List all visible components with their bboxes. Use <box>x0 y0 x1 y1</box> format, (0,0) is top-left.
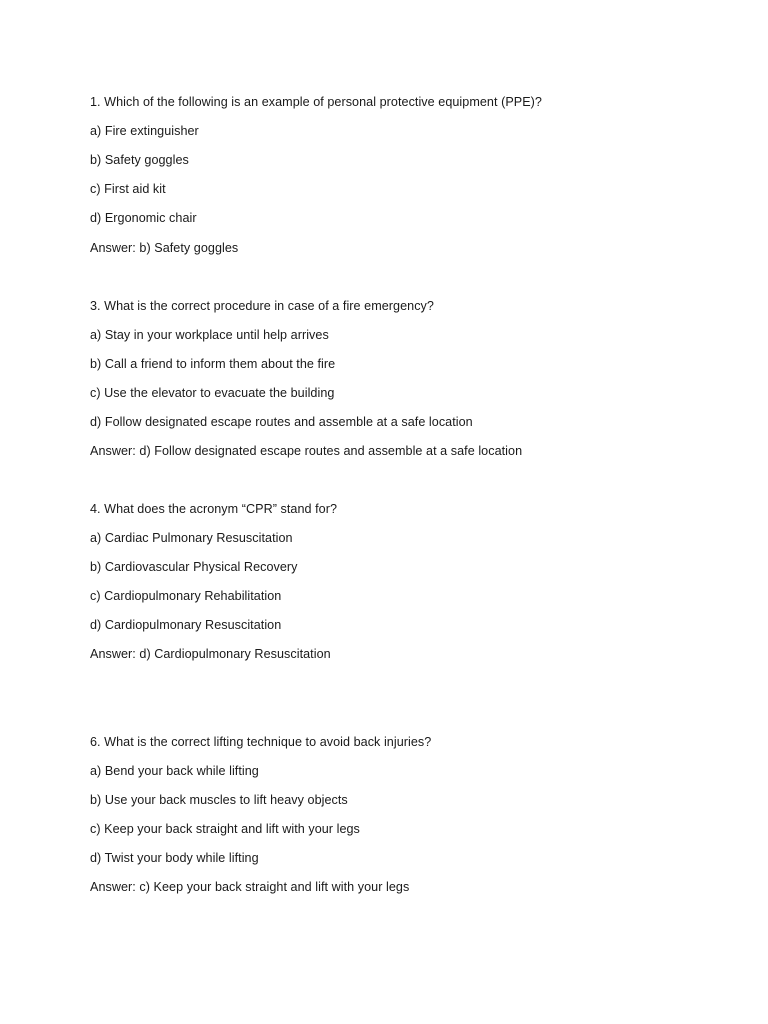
option-c: c) Keep your back straight and lift with your legs <box>90 822 360 836</box>
option-a: a) Fire extinguisher <box>90 124 199 138</box>
answer-text: Answer: d) Follow designated escape routes and assemble at a safe location <box>90 444 523 458</box>
answer-text: Answer: b) Safety goggles <box>90 241 239 255</box>
option-d: d) Ergonomic chair <box>90 211 197 225</box>
option-d: d) Twist your body while lifting <box>90 851 259 865</box>
option-b: b) Call a friend to inform them about the fire <box>90 357 336 371</box>
option-c: c) Cardiopulmonary Rehabilitation <box>90 589 282 603</box>
option-b: b) Use your back muscles to lift heavy objects <box>90 793 348 807</box>
option-b: b) Cardiovascular Physical Recovery <box>90 560 298 574</box>
option-d: d) Cardiopulmonary Resuscitation <box>90 618 282 632</box>
option-a: a) Cardiac Pulmonary Resuscitation <box>90 531 293 545</box>
answer-text: Answer: c) Keep your back straight and lift with your legs <box>90 880 410 894</box>
option-b: b) Safety goggles <box>90 153 189 167</box>
option-c: c) First aid kit <box>90 182 166 196</box>
question-text: 1. Which of the following is an example of personal protective equipment (PPE)? <box>90 95 542 109</box>
question-text: 4. What does the acronym “CPR” stand for? <box>90 502 338 516</box>
question-text: 6. What is the correct lifting technique to avoid back injuries? <box>90 735 432 749</box>
option-d: d) Follow designated escape routes and assemble at a safe location <box>90 415 473 429</box>
option-a: a) Bend your back while lifting <box>90 764 259 778</box>
answer-text: Answer: d) Cardiopulmonary Resuscitation <box>90 647 331 661</box>
question-text: 3. What is the correct procedure in case of a fire emergency? <box>90 299 434 313</box>
option-a: a) Stay in your workplace until help arrives <box>90 328 329 342</box>
option-c: c) Use the elevator to evacuate the building <box>90 386 335 400</box>
